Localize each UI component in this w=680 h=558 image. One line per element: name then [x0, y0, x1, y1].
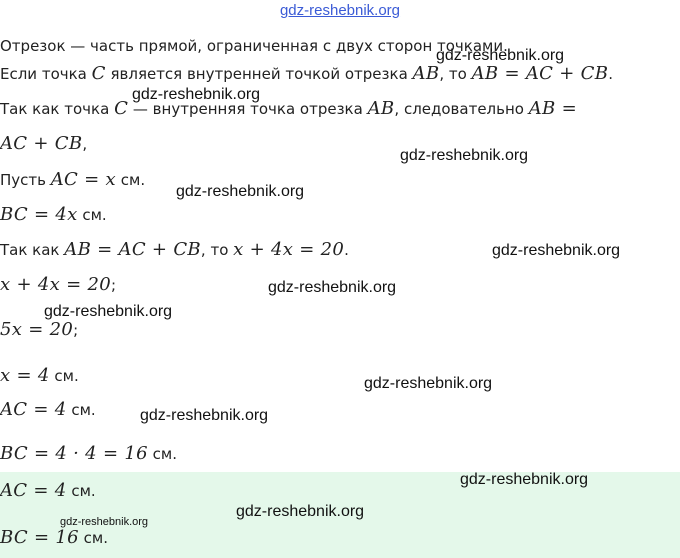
- math: C: [114, 98, 129, 119]
- text: см.: [66, 401, 96, 419]
- watermark: gdz-reshebnik.org: [140, 407, 269, 424]
- watermark: gdz-reshebnik.org: [236, 503, 365, 520]
- property-line: [0, 62, 613, 86]
- bc-value-line: [0, 442, 177, 466]
- text: , то: [439, 65, 472, 83]
- math: AB = AC + CB: [64, 239, 201, 260]
- text: см.: [49, 367, 79, 385]
- math: AB: [412, 63, 440, 84]
- text: Отрезок — часть прямой, ограниченная с двух сторон точками.: [0, 37, 508, 55]
- x-solution-line: [0, 364, 79, 388]
- watermark: gdz-reshebnik.org: [436, 47, 565, 64]
- math: AC = 4: [0, 480, 67, 501]
- text: Если точка: [0, 65, 92, 83]
- math: BC = 4 · 4 = 16: [0, 443, 148, 464]
- math: AC + CB: [0, 133, 83, 154]
- math: BC = 16: [0, 527, 79, 548]
- bc-line: [0, 203, 107, 227]
- watermark: gdz-reshebnik.org: [364, 375, 493, 392]
- text: ;: [111, 276, 117, 294]
- reasoning-line-continued: [0, 132, 87, 156]
- equation-line: [0, 273, 116, 297]
- text: ;: [73, 321, 79, 339]
- text: Так как: [0, 241, 65, 259]
- text: .: [344, 241, 349, 259]
- text: см.: [66, 482, 96, 500]
- text: Так как точка: [0, 100, 115, 118]
- math: 5x = 20: [0, 319, 74, 340]
- text: является внутренней точкой отрезка: [105, 65, 413, 83]
- math: BC = 4x: [0, 204, 78, 225]
- answer-bc-line: [0, 526, 108, 550]
- text: см.: [116, 171, 146, 189]
- equation-setup-line: [0, 238, 349, 262]
- watermark: gdz-reshebnik.org: [132, 86, 261, 103]
- math: AB = AC + CB: [471, 63, 609, 84]
- text: , следовательно: [394, 100, 529, 118]
- math: x + 4x = 20: [233, 239, 345, 260]
- text: см.: [77, 206, 107, 224]
- math: AC = 4: [0, 399, 67, 420]
- let-ac-line: [0, 168, 145, 192]
- equation-simplified-line: [0, 318, 78, 342]
- text: .: [608, 65, 614, 83]
- ac-value-line: [0, 398, 96, 422]
- math: C: [91, 63, 106, 84]
- math: AB =: [528, 98, 577, 119]
- math: x = 4: [0, 365, 50, 386]
- definition-line: [0, 34, 508, 58]
- watermark-small: gdz-reshebnik.org: [60, 516, 149, 528]
- text: , то: [200, 241, 234, 259]
- text: ,: [82, 135, 88, 153]
- text: см.: [78, 529, 108, 547]
- watermark: gdz-reshebnik.org: [176, 183, 305, 200]
- header-watermark-link[interactable]: gdz-reshebnik.org: [279, 2, 401, 19]
- math: AB: [367, 98, 395, 119]
- watermark: gdz-reshebnik.org: [268, 279, 397, 296]
- text: — внутренняя точка отрезка: [128, 100, 368, 118]
- watermark: gdz-reshebnik.org: [492, 242, 621, 259]
- watermark: gdz-reshebnik.org: [44, 303, 173, 320]
- math: AC = x: [50, 169, 116, 190]
- text: Пусть: [0, 171, 51, 189]
- reasoning-line: [0, 97, 577, 121]
- math: x + 4x = 20: [0, 274, 112, 295]
- watermark: gdz-reshebnik.org: [460, 471, 589, 488]
- text: см.: [147, 445, 177, 463]
- answer-ac-line: [0, 479, 96, 503]
- watermark: gdz-reshebnik.org: [400, 147, 529, 164]
